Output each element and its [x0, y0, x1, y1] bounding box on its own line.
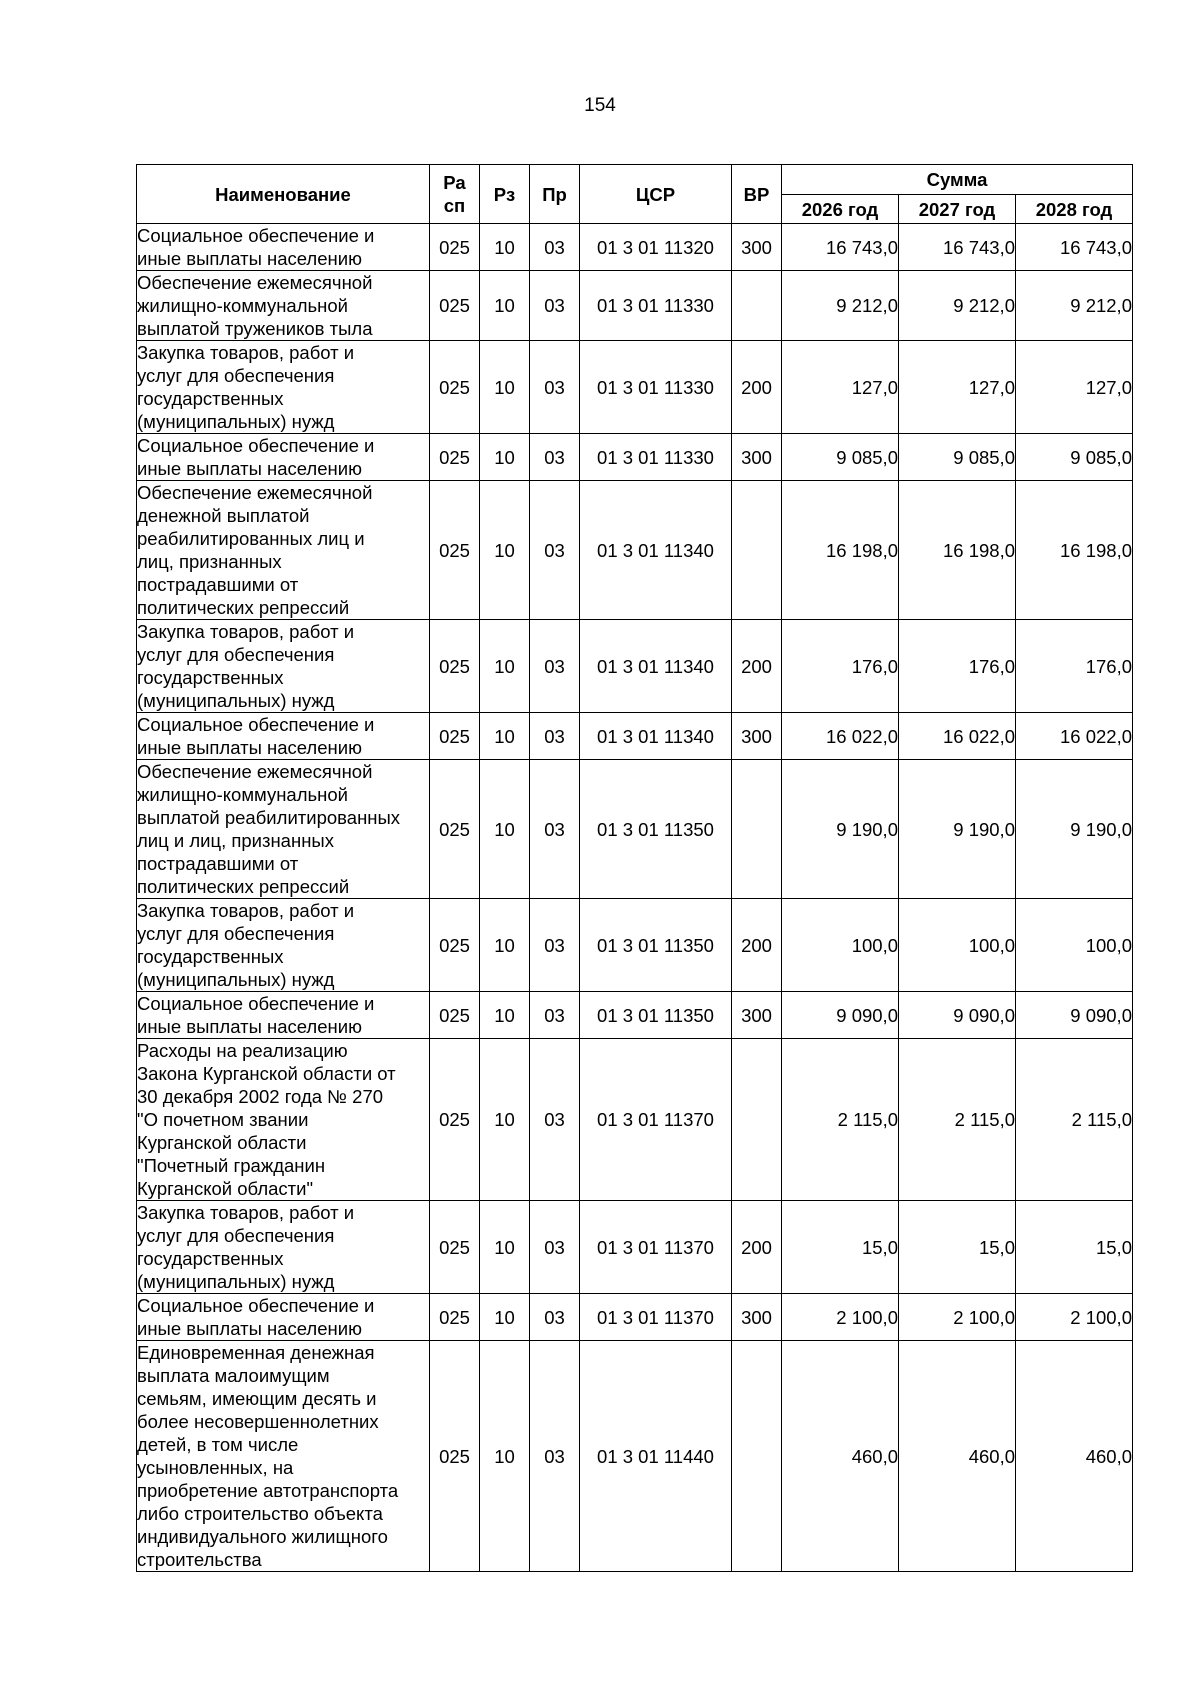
cell-name-line: иные выплаты населению: [137, 458, 362, 479]
cell-name-line: денежной выплатой: [137, 505, 310, 526]
cell-2028: 15,0: [1016, 1201, 1133, 1294]
col-header-csr: ЦСР: [580, 165, 732, 224]
cell-vr: 300: [732, 224, 782, 271]
cell-rasp: 025: [430, 992, 480, 1039]
table-row: [137, 1201, 1133, 1294]
cell-2028: 9 190,0: [1016, 760, 1133, 899]
cell-name-line: индивидуального жилищного: [137, 1526, 388, 1547]
cell-2027: 16 022,0: [899, 713, 1016, 760]
cell-name: [137, 1039, 430, 1201]
cell-name: [137, 899, 430, 992]
cell-rz: 10: [480, 224, 530, 271]
cell-2026: 9 212,0: [782, 271, 899, 341]
cell-name-line: Единовременная денежная: [137, 1342, 375, 1363]
cell-vr: 300: [732, 713, 782, 760]
cell-2027: 16 198,0: [899, 481, 1016, 620]
cell-2026: 15,0: [782, 1201, 899, 1294]
cell-2027: 9 090,0: [899, 992, 1016, 1039]
cell-name-line: (муниципальных) нужд: [137, 1271, 335, 1292]
cell-name-line: услуг для обеспечения: [137, 923, 335, 944]
cell-name-line: государственных: [137, 1248, 284, 1269]
cell-rz: 10: [480, 481, 530, 620]
cell-rasp: 025: [430, 899, 480, 992]
cell-vr: [732, 271, 782, 341]
cell-rz: 10: [480, 1039, 530, 1201]
cell-2028: 127,0: [1016, 341, 1133, 434]
cell-2027: 127,0: [899, 341, 1016, 434]
cell-rasp: 025: [430, 434, 480, 481]
cell-name-line: иные выплаты населению: [137, 737, 362, 758]
budget-table: [136, 164, 1133, 1572]
table-row: [137, 434, 1133, 481]
table-row: [137, 341, 1133, 434]
cell-vr: [732, 1341, 782, 1572]
col-header-2027: 2027 год: [899, 195, 1016, 224]
cell-2026: 9 085,0: [782, 434, 899, 481]
cell-rasp: 025: [430, 341, 480, 434]
cell-csr: 01 3 01 11350: [580, 899, 732, 992]
cell-pr: 03: [530, 1039, 580, 1201]
cell-2027: 100,0: [899, 899, 1016, 992]
cell-name-line: Социальное обеспечение и: [137, 714, 375, 735]
cell-csr: 01 3 01 11340: [580, 713, 732, 760]
cell-vr: [732, 481, 782, 620]
cell-csr: 01 3 01 11340: [580, 481, 732, 620]
table-row: [137, 481, 1133, 620]
cell-rz: 10: [480, 1294, 530, 1341]
cell-csr: 01 3 01 11340: [580, 620, 732, 713]
cell-name-line: Курганской области: [137, 1132, 307, 1153]
cell-2026: 9 090,0: [782, 992, 899, 1039]
cell-rz: 10: [480, 1341, 530, 1572]
table-row: [137, 760, 1133, 899]
cell-2026: 2 115,0: [782, 1039, 899, 1201]
cell-pr: 03: [530, 481, 580, 620]
cell-csr: 01 3 01 11320: [580, 224, 732, 271]
cell-2026: 176,0: [782, 620, 899, 713]
cell-name-line: "Почетный гражданин: [137, 1155, 326, 1176]
table-row: [137, 620, 1133, 713]
col-header-2026: 2026 год: [782, 195, 899, 224]
cell-pr: 03: [530, 224, 580, 271]
cell-rz: 10: [480, 713, 530, 760]
cell-name-line: жилищно-коммунальной: [137, 295, 348, 316]
cell-name-line: Социальное обеспечение и: [137, 993, 375, 1014]
cell-vr: 300: [732, 434, 782, 481]
cell-name: [137, 341, 430, 434]
cell-2028: 100,0: [1016, 899, 1133, 992]
table-header: [137, 165, 1133, 224]
cell-name-line: Расходы на реализацию: [137, 1040, 348, 1061]
cell-name-line: Социальное обеспечение и: [137, 225, 375, 246]
cell-name-line: пострадавшими от: [137, 853, 299, 874]
cell-name-line: иные выплаты населению: [137, 1318, 362, 1339]
cell-name-line: Закупка товаров, работ и: [137, 900, 355, 921]
cell-name: [137, 992, 430, 1039]
cell-name: [137, 760, 430, 899]
cell-pr: 03: [530, 760, 580, 899]
cell-vr: [732, 760, 782, 899]
cell-2028: 16 198,0: [1016, 481, 1133, 620]
cell-name-line: Курганской области": [137, 1178, 314, 1199]
cell-pr: 03: [530, 899, 580, 992]
cell-name-line: приобретение автотранспорта: [137, 1480, 399, 1501]
cell-csr: 01 3 01 11350: [580, 760, 732, 899]
cell-name: [137, 713, 430, 760]
cell-name-line: лиц и лиц, признанных: [137, 830, 334, 851]
cell-rz: 10: [480, 434, 530, 481]
cell-2026: 16 743,0: [782, 224, 899, 271]
cell-pr: 03: [530, 1294, 580, 1341]
cell-2028: 176,0: [1016, 620, 1133, 713]
cell-2026: 100,0: [782, 899, 899, 992]
cell-rasp: 025: [430, 713, 480, 760]
cell-vr: 200: [732, 899, 782, 992]
cell-2027: 16 743,0: [899, 224, 1016, 271]
table-row: [137, 224, 1133, 271]
cell-pr: 03: [530, 434, 580, 481]
cell-name-line: пострадавшими от: [137, 574, 299, 595]
cell-2028: 16 022,0: [1016, 713, 1133, 760]
cell-pr: 03: [530, 1341, 580, 1572]
cell-csr: 01 3 01 11440: [580, 1341, 732, 1572]
cell-csr: 01 3 01 11370: [580, 1201, 732, 1294]
cell-name-line: жилищно-коммунальной: [137, 784, 348, 805]
cell-name-line: Обеспечение ежемесячной: [137, 482, 373, 503]
cell-2027: 9 212,0: [899, 271, 1016, 341]
col-header-rasp-line1: Ра: [443, 172, 466, 193]
cell-name-line: иные выплаты населению: [137, 1016, 362, 1037]
cell-2027: 460,0: [899, 1341, 1016, 1572]
cell-2027: 2 115,0: [899, 1039, 1016, 1201]
cell-name-line: Обеспечение ежемесячной: [137, 272, 373, 293]
table-row: [137, 713, 1133, 760]
cell-name-line: Закупка товаров, работ и: [137, 621, 355, 642]
cell-2026: 16 022,0: [782, 713, 899, 760]
cell-pr: 03: [530, 992, 580, 1039]
cell-name: [137, 620, 430, 713]
cell-rasp: 025: [430, 1294, 480, 1341]
cell-name-line: Социальное обеспечение и: [137, 435, 375, 456]
table-row: [137, 1294, 1133, 1341]
cell-2028: 16 743,0: [1016, 224, 1133, 271]
cell-name-line: (муниципальных) нужд: [137, 969, 335, 990]
cell-2027: 2 100,0: [899, 1294, 1016, 1341]
cell-name: [137, 1201, 430, 1294]
cell-name: [137, 224, 430, 271]
table-row: [137, 1039, 1133, 1201]
col-header-rasp-line2: сп: [443, 195, 466, 216]
cell-rasp: 025: [430, 481, 480, 620]
table-row: [137, 899, 1133, 992]
cell-2026: 9 190,0: [782, 760, 899, 899]
cell-name: [137, 271, 430, 341]
cell-name-line: строительства: [137, 1549, 262, 1570]
cell-rasp: 025: [430, 760, 480, 899]
col-header-pr: Пр: [530, 165, 580, 224]
cell-name-line: усыновленных, на: [137, 1457, 294, 1478]
cell-name-line: государственных: [137, 667, 284, 688]
cell-name-line: услуг для обеспечения: [137, 365, 335, 386]
cell-2026: 16 198,0: [782, 481, 899, 620]
cell-name-line: политических репрессий: [137, 876, 350, 897]
cell-name-line: услуг для обеспечения: [137, 644, 335, 665]
cell-2027: 9 085,0: [899, 434, 1016, 481]
cell-pr: 03: [530, 1201, 580, 1294]
cell-name-line: Закупка товаров, работ и: [137, 342, 355, 363]
cell-name-line: выплата малоимущим: [137, 1365, 330, 1386]
cell-name: [137, 1294, 430, 1341]
cell-rz: 10: [480, 760, 530, 899]
cell-pr: 03: [530, 271, 580, 341]
cell-name-line: услуг для обеспечения: [137, 1225, 335, 1246]
cell-name-line: Закупка товаров, работ и: [137, 1202, 355, 1223]
cell-vr: [732, 1039, 782, 1201]
cell-name-line: семьям, имеющим десять и: [137, 1388, 377, 1409]
cell-name-line: либо строительство объекта: [137, 1503, 383, 1524]
cell-name-line: Закона Курганской области от: [137, 1063, 396, 1084]
cell-name-line: политических репрессий: [137, 597, 350, 618]
cell-csr: 01 3 01 11330: [580, 434, 732, 481]
cell-name: [137, 434, 430, 481]
cell-name-line: выплатой реабилитированных: [137, 807, 401, 828]
cell-2028: 9 212,0: [1016, 271, 1133, 341]
col-header-rz: Рз: [480, 165, 530, 224]
cell-2028: 2 115,0: [1016, 1039, 1133, 1201]
cell-name: [137, 481, 430, 620]
cell-rz: 10: [480, 271, 530, 341]
cell-rasp: 025: [430, 1201, 480, 1294]
cell-pr: 03: [530, 620, 580, 713]
cell-rz: 10: [480, 899, 530, 992]
col-header-name: Наименование: [137, 165, 430, 224]
cell-2028: 9 085,0: [1016, 434, 1133, 481]
cell-name-line: иные выплаты населению: [137, 248, 362, 269]
cell-name-line: реабилитированных лиц и: [137, 528, 365, 549]
cell-name-line: (муниципальных) нужд: [137, 411, 335, 432]
cell-rasp: 025: [430, 1039, 480, 1201]
cell-rasp: 025: [430, 1341, 480, 1572]
table-row: [137, 1341, 1133, 1572]
table-row: [137, 992, 1133, 1039]
cell-name-line: государственных: [137, 946, 284, 967]
cell-vr: 200: [732, 620, 782, 713]
cell-2026: 127,0: [782, 341, 899, 434]
table-body: [137, 224, 1133, 1572]
col-header-sum: Сумма: [782, 165, 1133, 195]
cell-name-line: детей, в том числе: [137, 1434, 299, 1455]
cell-name-line: Социальное обеспечение и: [137, 1295, 375, 1316]
cell-2026: 460,0: [782, 1341, 899, 1572]
col-header-rasp: [430, 165, 480, 224]
cell-2027: 176,0: [899, 620, 1016, 713]
cell-csr: 01 3 01 11350: [580, 992, 732, 1039]
cell-csr: 01 3 01 11370: [580, 1294, 732, 1341]
cell-rz: 10: [480, 341, 530, 434]
cell-vr: 300: [732, 992, 782, 1039]
cell-name-line: "О почетном звании: [137, 1109, 309, 1130]
cell-2028: 2 100,0: [1016, 1294, 1133, 1341]
cell-vr: 200: [732, 341, 782, 434]
cell-rz: 10: [480, 620, 530, 713]
cell-vr: 300: [732, 1294, 782, 1341]
page-number: 154: [584, 95, 616, 116]
cell-csr: 01 3 01 11330: [580, 341, 732, 434]
cell-pr: 03: [530, 713, 580, 760]
cell-2028: 9 090,0: [1016, 992, 1133, 1039]
cell-name-line: выплатой тружеников тыла: [137, 318, 373, 339]
cell-2027: 9 190,0: [899, 760, 1016, 899]
col-header-2028: 2028 год: [1016, 195, 1133, 224]
cell-2027: 15,0: [899, 1201, 1016, 1294]
cell-pr: 03: [530, 341, 580, 434]
cell-rz: 10: [480, 1201, 530, 1294]
cell-rasp: 025: [430, 271, 480, 341]
cell-name: [137, 1341, 430, 1572]
cell-rasp: 025: [430, 224, 480, 271]
cell-name-line: более несовершеннолетних: [137, 1411, 379, 1432]
cell-name-line: государственных: [137, 388, 284, 409]
cell-csr: 01 3 01 11370: [580, 1039, 732, 1201]
cell-2028: 460,0: [1016, 1341, 1133, 1572]
cell-2026: 2 100,0: [782, 1294, 899, 1341]
cell-rz: 10: [480, 992, 530, 1039]
table-row: [137, 271, 1133, 341]
cell-rasp: 025: [430, 620, 480, 713]
cell-name-line: (муниципальных) нужд: [137, 690, 335, 711]
cell-csr: 01 3 01 11330: [580, 271, 732, 341]
cell-name-line: лиц, признанных: [137, 551, 282, 572]
col-header-vr: ВР: [732, 165, 782, 224]
cell-vr: 200: [732, 1201, 782, 1294]
cell-name-line: 30 декабря 2002 года № 270: [137, 1086, 384, 1107]
cell-name-line: Обеспечение ежемесячной: [137, 761, 373, 782]
